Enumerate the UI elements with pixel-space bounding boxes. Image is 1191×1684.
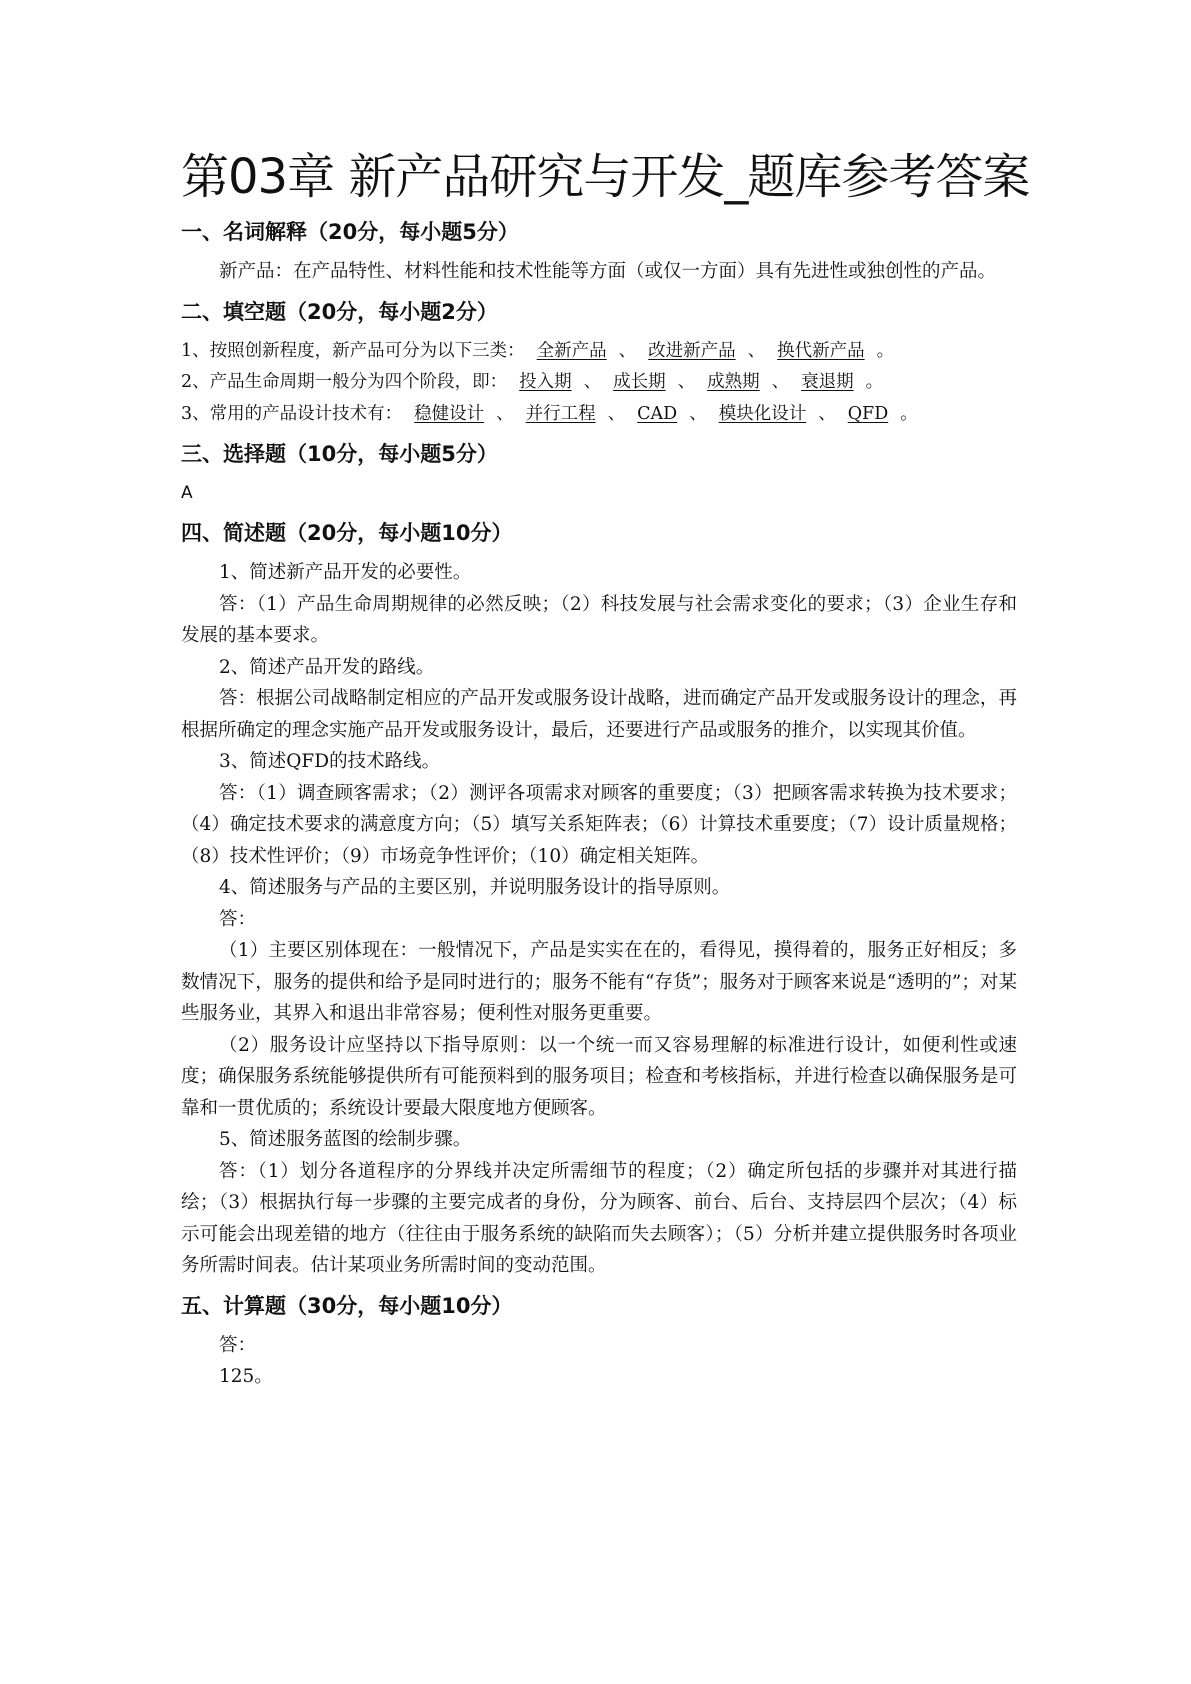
document-title: 第03章 新产品研究与开发_题库参考答案 xyxy=(181,149,1030,205)
section3-heading: 三、选择题（10分，每小题5分） xyxy=(181,442,498,466)
fill-question-2-prefix: 2、产品生命周期一般分为四个阶段，即： xyxy=(181,372,508,392)
fill-answer: 衰退期 xyxy=(801,372,854,392)
period: 。 xyxy=(865,372,884,392)
separator: 、 xyxy=(607,403,626,424)
short-question-5: 5、简述服务蓝图的绘制步骤。 xyxy=(219,1129,472,1150)
section4-heading: 四、简述题（20分，每小题10分） xyxy=(181,521,513,545)
fill-answer: 换代新产品 xyxy=(777,340,865,361)
short-answer-4-part2: （2）服务设计应坚持以下指导原则：以一个统一而又容易理解的标准进行设计，如便利性或速度；确保服务系统能够提供所有可能预料到的服务项目；检查和考核指标，并进行检查以确保服务是可靠和一贯优质的；系统设计要最大限度地方便顾客。 xyxy=(181,1034,1017,1119)
short-answer-5: 答：（1）划分各道程序的分界线并决定所需细节的程度；（2）确定所包括的步骤并对其进行描绘；（3）根据执行每一步骤的主要完成者的身份，分为顾客、前台、后台、支持层四个层次；（4）标示可能会出现差错的地方（往往由于服务系统的缺陷而失去顾客）；（5）分析并建立提供服务时各项业务所需时间表。估计某项业务所需时间的变动范围。 xyxy=(181,1160,1017,1276)
separator: 、 xyxy=(583,372,602,392)
short-answer-1: 答：（1）产品生命周期规律的必然反映；（2）科技发展与社会需求变化的要求；（3）企业生存和发展的基本要求。 xyxy=(181,593,1017,646)
section2-heading: 二、填空题（20分，每小题2分） xyxy=(181,299,498,324)
fill-answer: 全新产品 xyxy=(536,340,607,361)
fill-answer: 成熟期 xyxy=(707,372,760,392)
separator: 、 xyxy=(771,372,790,392)
calc-answer-value: 125。 xyxy=(219,1366,273,1387)
short-question-1: 1、简述新产品开发的必要性。 xyxy=(219,562,472,583)
fill-answer: 稳健设计 xyxy=(414,403,485,424)
separator: 、 xyxy=(818,403,836,424)
short-answer-4-part1: （1）主要区别体现在：一般情况下，产品是实实在在的，看得见，摸得着的，服务正好相反；多数情况下，服务的提供和给予是同时进行的；服务不能有“存货”；服务对于顾客来说是“透明的”；对某些服务业，其界入和退出非常容易；便利性对服务更重要。 xyxy=(181,940,1017,1024)
short-question-4: 4、简述服务与产品的主要区别，并说明服务设计的指导原则。 xyxy=(219,877,731,898)
fill-answer: 成长期 xyxy=(613,372,666,392)
fill-question-1-prefix: 1、按照创新程度，新产品可分为以下三类： xyxy=(181,340,525,361)
fill-answer: 并行工程 xyxy=(525,403,596,424)
separator: 、 xyxy=(496,403,514,424)
document-body xyxy=(181,146,1030,1393)
fill-answer: 投入期 xyxy=(519,372,572,392)
short-answer-4-label: 答： xyxy=(219,908,257,930)
short-answer-2: 答：根据公司战略制定相应的产品开发或服务设计战略，进而确定产品开发或服务设计的理念，再根据所确定的理念实施产品开发或服务设计，最后，还要进行产品或服务的推介，以实现其价值。 xyxy=(181,688,1017,741)
short-answer-3: 答：（1）调查顾客需求；（2）测评各项需求对顾客的重要度；（3）把顾客需求转换为技术要求；（4）确定技术要求的满意度方向；（5）填写关系矩阵表；（6）计算技术重要度；（7）设计质量规格；（8）技术性评价；（9）市场竞争性评价；（10）确定相关矩阵。 xyxy=(181,782,1017,867)
fill-question-1 xyxy=(181,336,1017,368)
separator: 、 xyxy=(618,340,637,361)
section1-heading: 一、名词解释（20分，每小题5分） xyxy=(181,220,519,244)
short-question-3: 3、简述QFD的技术路线。 xyxy=(219,751,441,772)
fill-answer: QFD xyxy=(847,403,889,424)
fill-question-3-prefix: 3、常用的产品设计技术有： xyxy=(181,403,403,424)
fill-question-2 xyxy=(181,367,1017,399)
separator: 、 xyxy=(677,372,696,392)
section1-definition: 新产品：在产品特性、材料性能和技术性能等方面（或仅一方面）具有先进性或独创性的产品。 xyxy=(219,261,997,282)
fill-answer: 模块化设计 xyxy=(718,403,807,424)
fill-answer: 改进新产品 xyxy=(648,340,736,361)
period: 。 xyxy=(876,340,895,361)
section3-answer: A xyxy=(181,483,193,503)
calc-answer-label: 答： xyxy=(219,1334,257,1356)
fill-question-3 xyxy=(181,399,1017,431)
separator: 、 xyxy=(747,340,766,361)
separator: 、 xyxy=(689,403,707,424)
section5-heading: 五、计算题（30分，每小题10分） xyxy=(181,1293,513,1318)
short-question-2: 2、简述产品开发的路线。 xyxy=(219,656,435,678)
period: 。 xyxy=(900,403,918,424)
fill-answer: CAD xyxy=(637,403,678,424)
